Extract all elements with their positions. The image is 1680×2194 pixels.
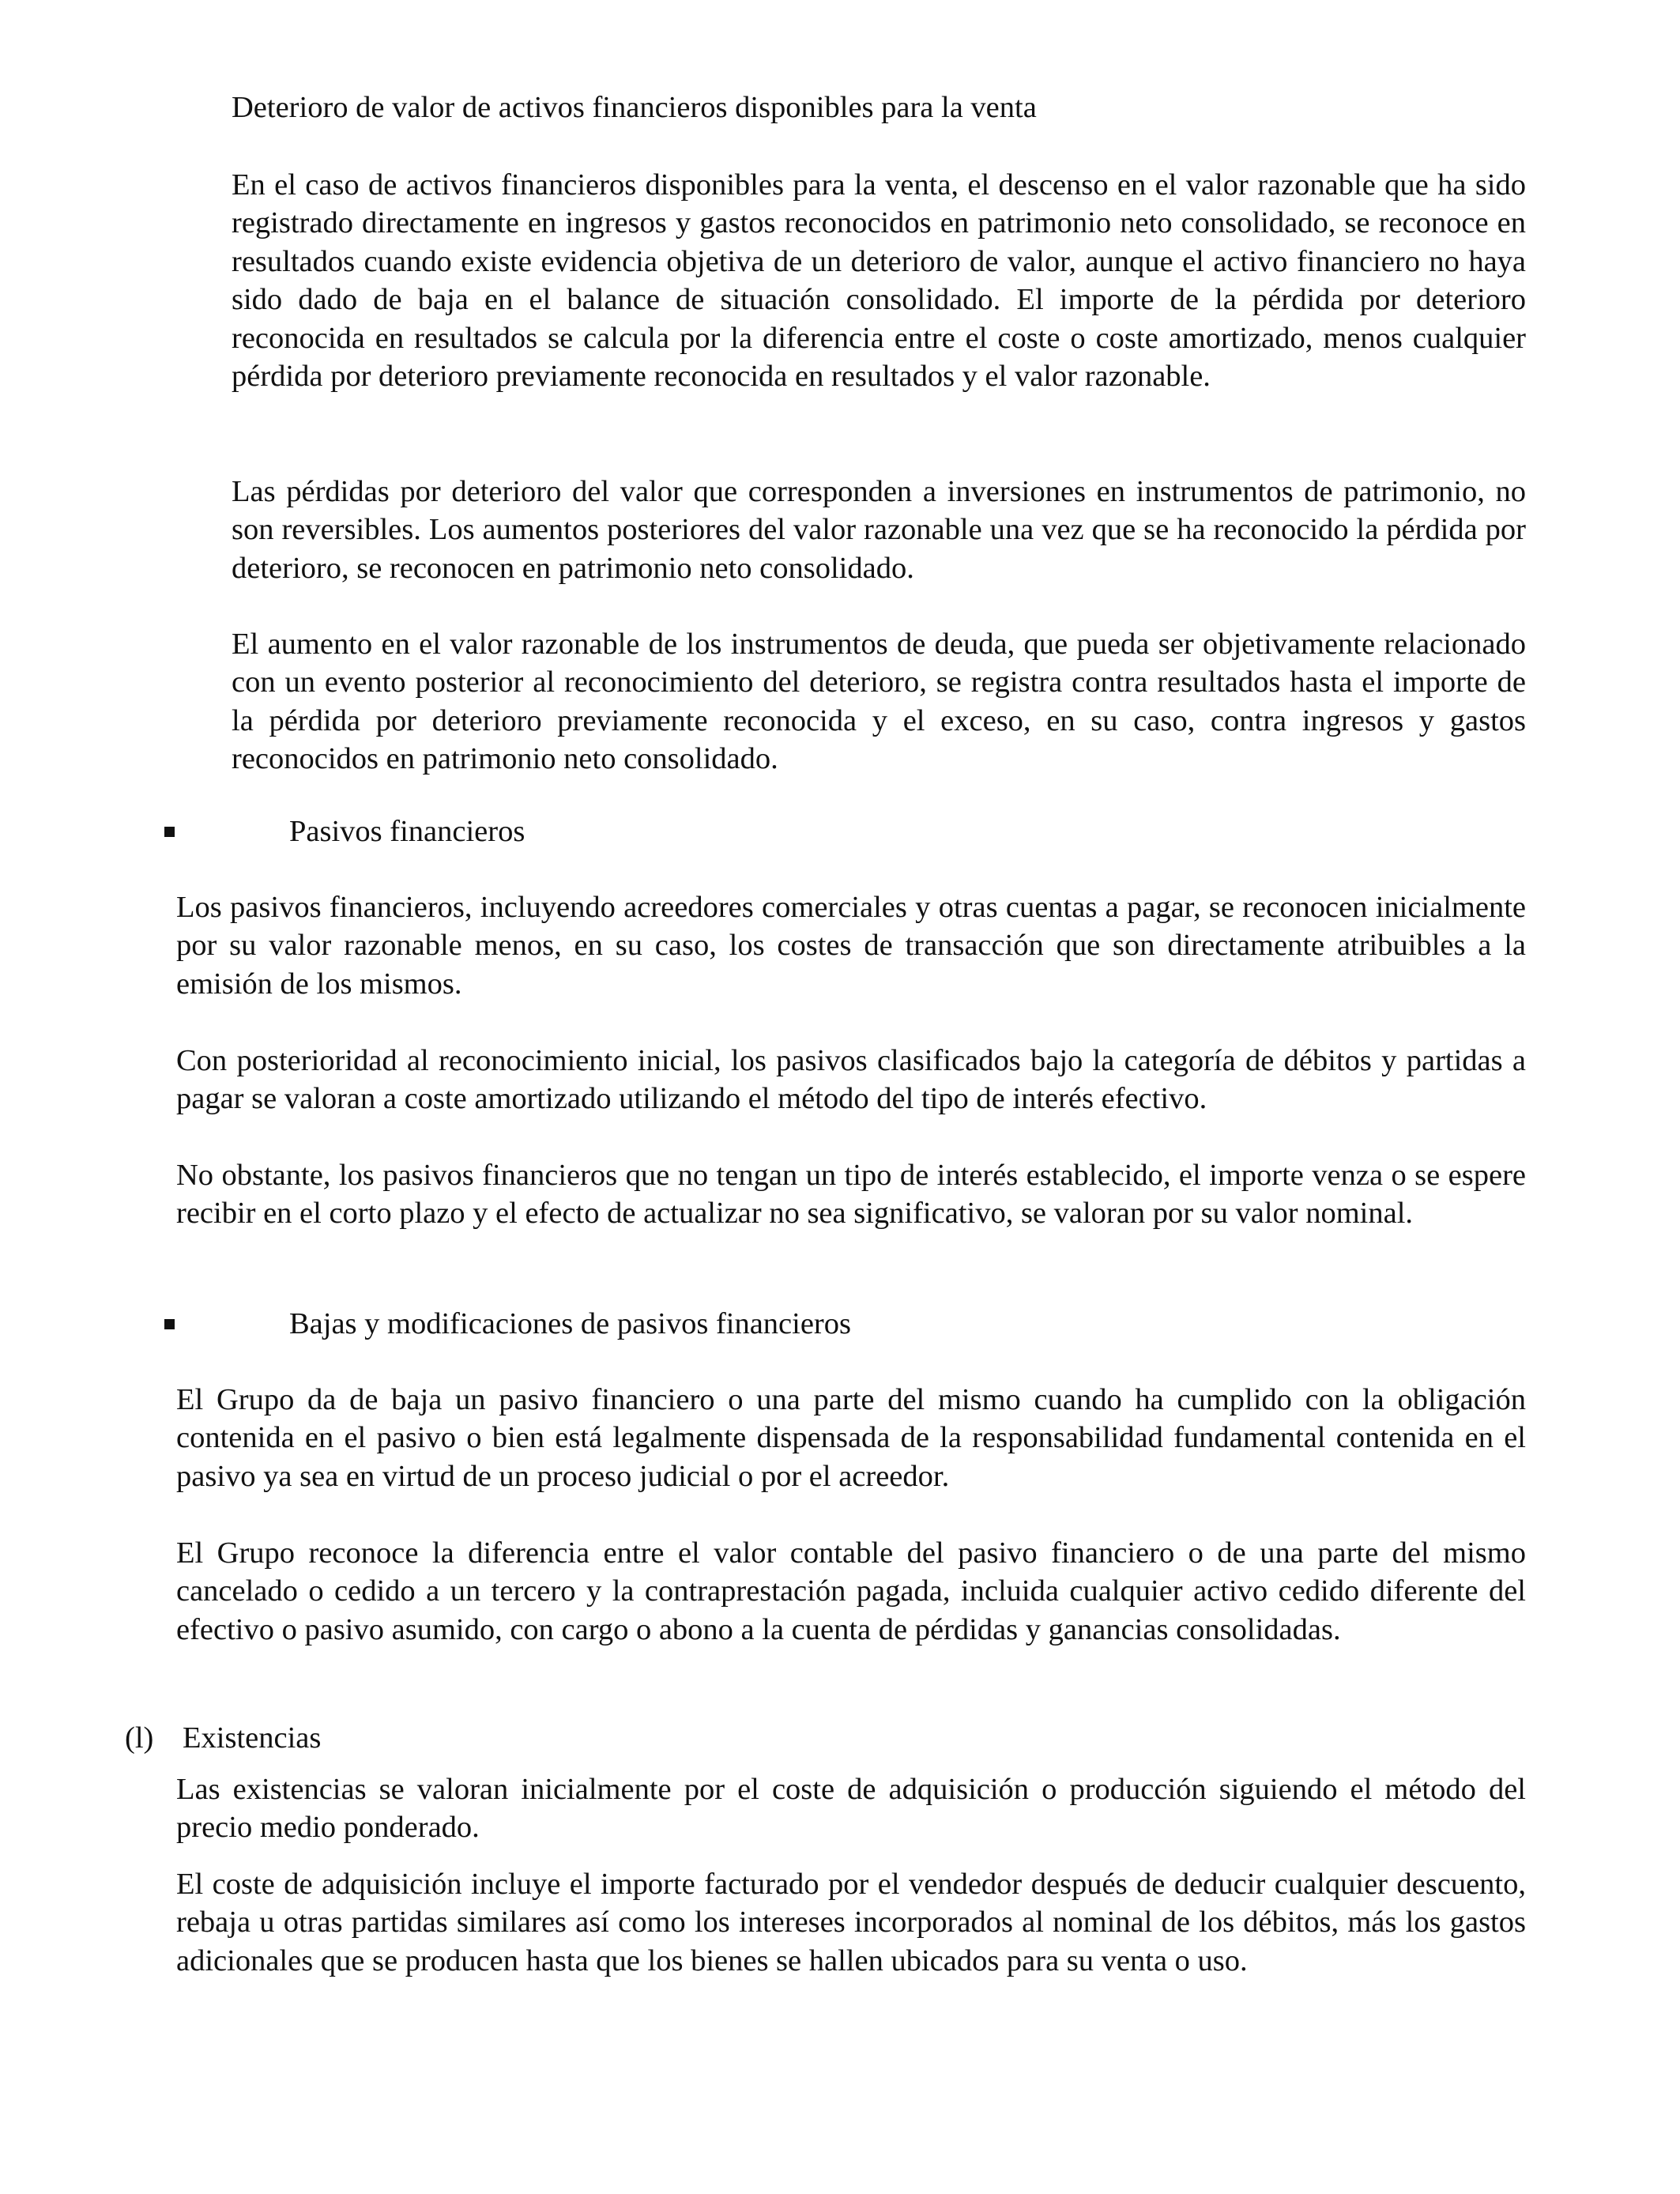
paragraph-pasivos-3: No obstante, los pasivos financieros que no tengan un tipo de interés establecido, el importe venza o se espere recibir en el corto plazo y el efecto de actualizar no sea significativo, se valoran por su valor nominal. xyxy=(176,1159,1526,1231)
bullet-pasivos-financieros xyxy=(164,812,1526,850)
paragraph-deterioro-1: En el caso de activos financieros disponibles para la venta, el descenso en el valor razonable que ha sido registrado directamente en ingresos y gastos reconocidos en patrimonio neto consolidado, se reconoce en resultados cuando existe evidencia objetiva de un deterioro de valor, aunque el activo financiero no haya sido dado de baja en el balance de situación consolidado. El importe de la pérdida por deterioro reconocida en resultados se calcula por la diferencia entre el coste o coste amortizado, menos cualquier pérdida por deterioro previamente reconocida en resultados y el valor razonable. xyxy=(232,168,1526,394)
section-heading-existencias xyxy=(125,1719,1526,1757)
paragraph-deterioro-3: El aumento en el valor razonable de los instrumentos de deuda, que pueda ser objetivamente relacionado con un evento posterior al reconocimiento del deterioro, se registra contra resultados hasta el importe de la pérdida por deterioro previamente reconocida y el exceso, en su caso, contra ingresos y gastos reconocidos en patrimonio neto consolidado. xyxy=(232,628,1526,776)
square-bullet-icon xyxy=(164,827,175,837)
subheading-deterioro: Deterioro de valor de activos financieros disponibles para la venta xyxy=(232,91,1037,124)
paragraph-existencias-2: El coste de adquisición incluye el importe facturado por el vendedor después de deducir cualquier descuento, rebaja u otras partidas similares así como los intereses incorporados al nominal de los débitos, más los gastos adicionales que se producen hasta que los bienes se hallen ubicados para su venta o uso. xyxy=(176,1868,1526,1977)
bullet-label: Bajas y modificaciones de pasivos financieros xyxy=(289,1307,851,1340)
paragraph-pasivos-1: Los pasivos financieros, incluyendo acreedores comerciales y otras cuentas a pagar, se reconocen inicialmente por su valor razonable menos, en su caso, los costes de transacción que son directamente atribuibles a la emisión de los mismos. xyxy=(176,891,1526,1001)
paragraph-bajas-2: El Grupo reconoce la diferencia entre el valor contable del pasivo financiero o de una parte del mismo cancelado o cedido a un tercero y la contraprestación pagada, incluida cualquier activo cedido diferente del efectivo o pasivo asumido, con cargo o abono a la cuenta de pérdidas y ganancias consolidadas. xyxy=(176,1536,1526,1646)
paragraph-bajas-1: El Grupo da de baja un pasivo financiero o una parte del mismo cuando ha cumplido con la obligación contenida en el pasivo o bien está legalmente dispensada de la responsabilidad fundamental contenida en el pasivo ya sea en virtud de un proceso judicial o por el acreedor. xyxy=(176,1383,1526,1493)
bullet-bajas-pasivos xyxy=(164,1305,1526,1343)
section-letter: (l) xyxy=(125,1721,154,1755)
paragraph-deterioro-2: Las pérdidas por deterioro del valor que corresponden a inversiones en instrumentos de patrimonio, no son reversibles. Los aumentos posteriores del valor razonable una vez que se ha reconocido la pérdida por deterioro, se reconocen en patrimonio neto consolidado. xyxy=(232,475,1526,585)
paragraph-existencias-1: Las existencias se valoran inicialmente por el coste de adquisición o producción siguiendo el método del precio medio ponderado. xyxy=(176,1773,1526,1845)
bullet-label: Pasivos financieros xyxy=(289,815,525,848)
section-title: Existencias xyxy=(183,1721,322,1755)
square-bullet-icon xyxy=(164,1319,175,1329)
paragraph-pasivos-2: Con posterioridad al reconocimiento inicial, los pasivos clasificados bajo la categoría de débitos y partidas a pagar se valoran a coste amortizado utilizando el método del tipo de interés efectivo. xyxy=(176,1044,1526,1116)
